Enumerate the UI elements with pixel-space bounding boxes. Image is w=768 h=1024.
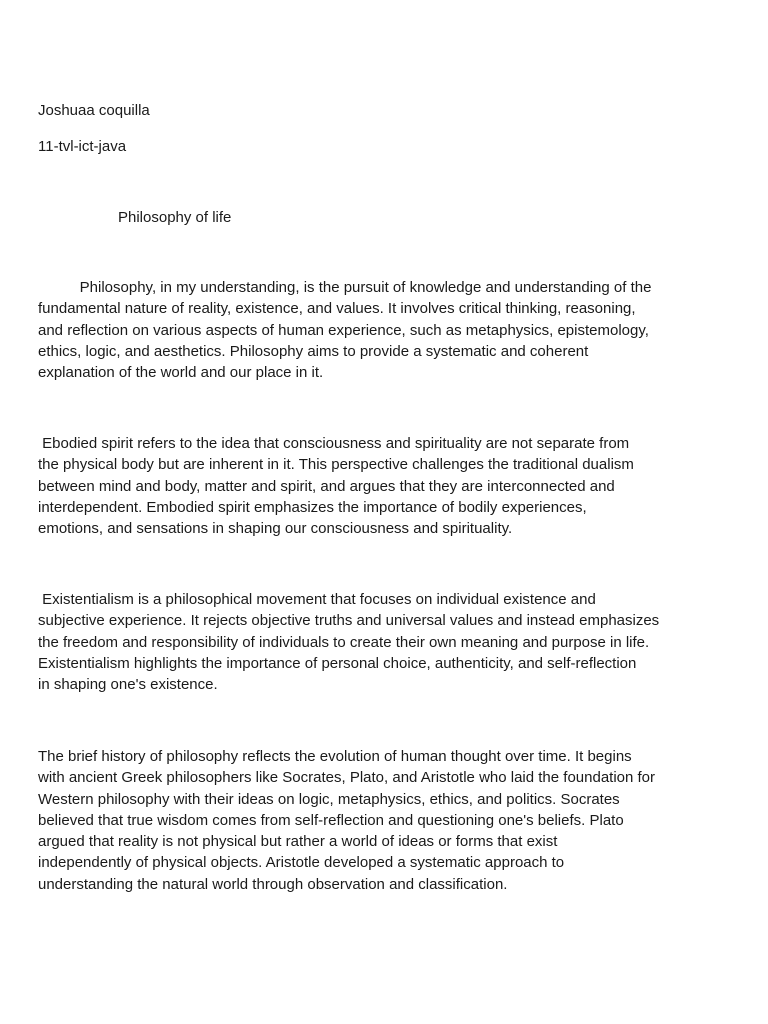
paragraph-line: fundamental nature of reality, existence, and values. It involves critical thinking, reasoning, xyxy=(38,300,636,318)
paragraph-line: and reflection on various aspects of human experience, such as metaphysics, epistemology, xyxy=(38,321,649,339)
page-title: Philosophy of life xyxy=(118,209,232,226)
section-label: 11-tvl-ict-java xyxy=(38,138,127,155)
paragraph-line: between mind and body, matter and spirit, and argues that they are interconnected and xyxy=(38,477,615,495)
paragraph-line: subjective experience. It rejects objective truths and universal values and instead emphasizes xyxy=(38,612,660,630)
paragraph-line: emotions, and sensations in shaping our consciousness and spirituality. xyxy=(38,520,513,538)
paragraph-embodied-spirit xyxy=(38,433,738,539)
author-name: Joshuaa coquilla xyxy=(38,102,150,119)
paragraph-line: explanation of the world and our place in it. xyxy=(38,364,324,382)
paragraph-line: Western philosophy with their ideas on logic, metaphysics, ethics, and politics. Socrates xyxy=(38,790,620,808)
paragraph-line: understanding the natural world through observation and classification. xyxy=(38,875,508,893)
paragraph-line: believed that true wisdom comes from self-reflection and questioning one's beliefs. Plato xyxy=(38,811,624,829)
paragraph-line: independently of physical objects. Aristotle developed a systematic approach to xyxy=(38,854,565,872)
paragraph-line: argued that reality is not physical but rather a world of ideas or forms that exist xyxy=(38,833,558,851)
paragraph-line: Existentialism is a philosophical movement that focuses on individual existence and xyxy=(38,591,596,608)
paragraph-line: in shaping one's existence. xyxy=(38,676,218,694)
paragraph-line: Philosophy, in my understanding, is the pursuit of knowledge and understanding of the xyxy=(38,279,652,296)
paragraph-line: the physical body but are inherent in it. This perspective challenges the traditional dualism xyxy=(38,456,634,474)
paragraph-line: interdependent. Embodied spirit emphasizes the importance of bodily experiences, xyxy=(38,498,587,516)
paragraph-existentialism xyxy=(38,589,738,695)
paragraph-line: the freedom and responsibility of individuals to create their own meaning and purpose in life. xyxy=(38,633,650,651)
paragraph-line: Existentialism highlights the importance of personal choice, authenticity, and self-reflection xyxy=(38,654,637,672)
paragraph-line: The brief history of philosophy reflects the evolution of human thought over time. It begins xyxy=(38,748,632,765)
paragraph-line: Ebodied spirit refers to the idea that consciousness and spirituality are not separate from xyxy=(38,435,630,452)
paragraph-philosophy xyxy=(38,277,738,383)
paragraph-history xyxy=(38,746,738,895)
paragraph-line: with ancient Greek philosophers like Socrates, Plato, and Aristotle who laid the foundation for xyxy=(38,769,656,787)
paragraph-line: ethics, logic, and aesthetics. Philosophy aims to provide a systematic and coherent xyxy=(38,342,589,360)
